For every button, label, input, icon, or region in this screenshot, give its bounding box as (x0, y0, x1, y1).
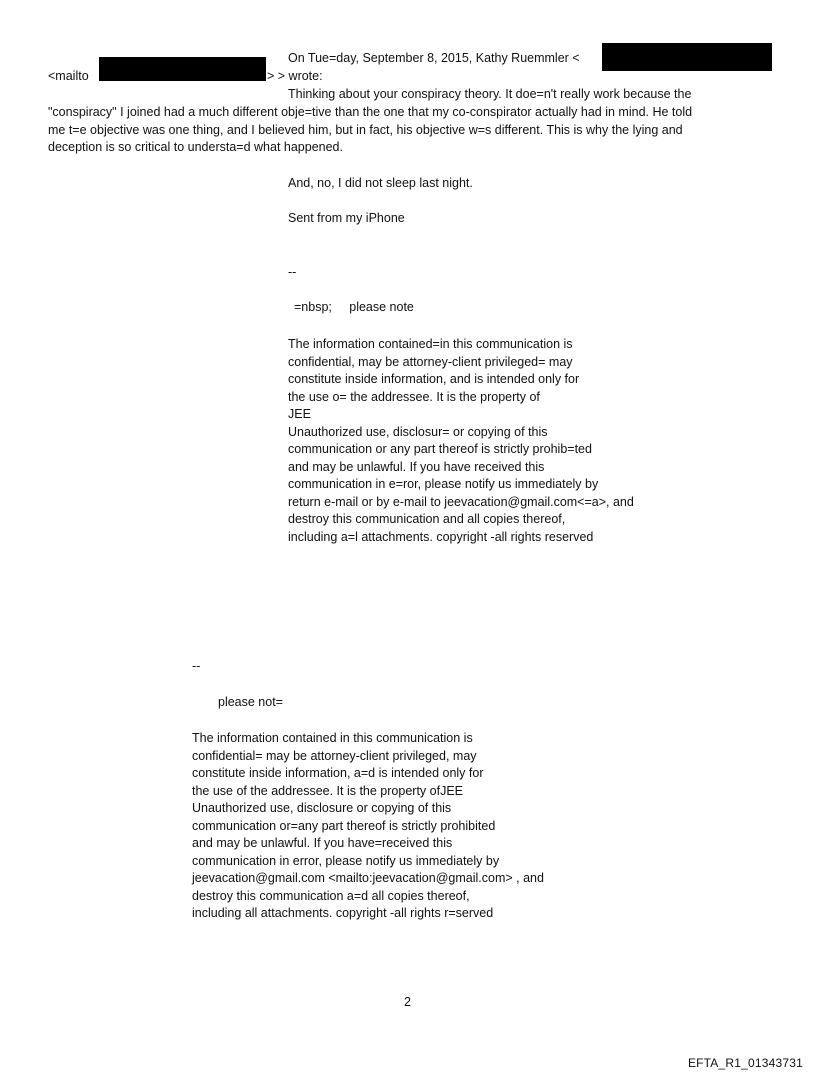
page-number: 2 (404, 995, 411, 1009)
disclaimer-line: the use o= the addressee. It is the property of (288, 389, 540, 404)
disclaimer-line: Unauthorized use, disclosur= or copying of this (288, 424, 548, 439)
disclaimer-line: communication in error, please notify us immediately by (192, 853, 500, 868)
header-mailto-prefix: <mailto (48, 69, 89, 83)
redaction-email-sender (602, 43, 772, 71)
disclaimer-line: and may be unlawful. If you have received this (288, 459, 545, 474)
disclaimer-line: confidential= may be attorney-client privileged, may (192, 748, 477, 763)
disclaimer-line: constitute inside information, and is intended only for (288, 372, 580, 386)
disclaimer-line: constitute inside information, a=d is intended only for (192, 766, 484, 780)
header-wrote-suffix: > > wrote: (267, 69, 323, 83)
header-on-line: On Tue=day, September 8, 2015, Kathy Ruemmler < (288, 51, 580, 65)
inner-footer-separator: -- (288, 265, 297, 279)
disclaimer-line: destroy this communication a=d all copies thereof, (192, 888, 470, 903)
message-sleep-line: And, no, I did not sleep last night. (288, 176, 473, 190)
message-first-line: Thinking about your conspiracy theory. It doe=n't really work because the (288, 87, 692, 101)
outer-footer-note-heading: please not= (218, 695, 283, 709)
outer-footer-disclaimer (192, 730, 544, 923)
disclaimer-line: The information contained in this communication is (192, 731, 473, 745)
message-signature: Sent from my iPhone (288, 211, 405, 225)
disclaimer-line: including a=l attachments. copyright -all rights reserved (288, 529, 594, 544)
disclaimer-line: confidential, may be attorney-client privileged= may (288, 354, 573, 369)
document-id: EFTA_R1_01343731 (687, 1056, 803, 1070)
disclaimer-line: communication or=any part thereof is strictly prohibited (192, 818, 496, 833)
disclaimer-line: JEE (288, 407, 311, 421)
message-body (48, 104, 692, 157)
disclaimer-line: return e-mail or by e-mail to jeevacation@gmail.com<=a>, and (288, 494, 634, 509)
disclaimer-line: communication in e=ror, please notify us immediately by (288, 477, 599, 491)
disclaimer-line: The information contained=in this communication is (288, 337, 573, 351)
inner-footer-note-heading: =nbsp; please note (294, 300, 414, 314)
message-body-line: deception is so critical to understa=d what happened. (48, 140, 343, 154)
message-body-line: "conspiracy" I joined had a much different obje=tive than the one that my co-conspirator actually had in mind. He told (48, 105, 693, 119)
redaction-mailto (99, 57, 266, 81)
disclaimer-line: destroy this communication and all copies thereof, (288, 512, 566, 526)
disclaimer-line: jeevacation@gmail.com <mailto:jeevacation@gmail.com> , and (192, 871, 544, 885)
disclaimer-line: communication or any part thereof is strictly prohib=ted (288, 442, 592, 456)
outer-footer-separator: -- (192, 659, 201, 673)
disclaimer-line: including all attachments. copyright -all rights r=served (192, 906, 494, 920)
disclaimer-line: Unauthorized use, disclosure or copying of this (192, 801, 452, 815)
message-body-line: me t=e objective was one thing, and I believed him, but in fact, his objective w=s different. This is why the lying and (48, 122, 683, 137)
disclaimer-line: the use of the addressee. It is the property ofJEE (192, 783, 463, 798)
inner-footer-disclaimer (288, 336, 634, 546)
disclaimer-line: and may be unlawful. If you have=received this (192, 836, 453, 850)
